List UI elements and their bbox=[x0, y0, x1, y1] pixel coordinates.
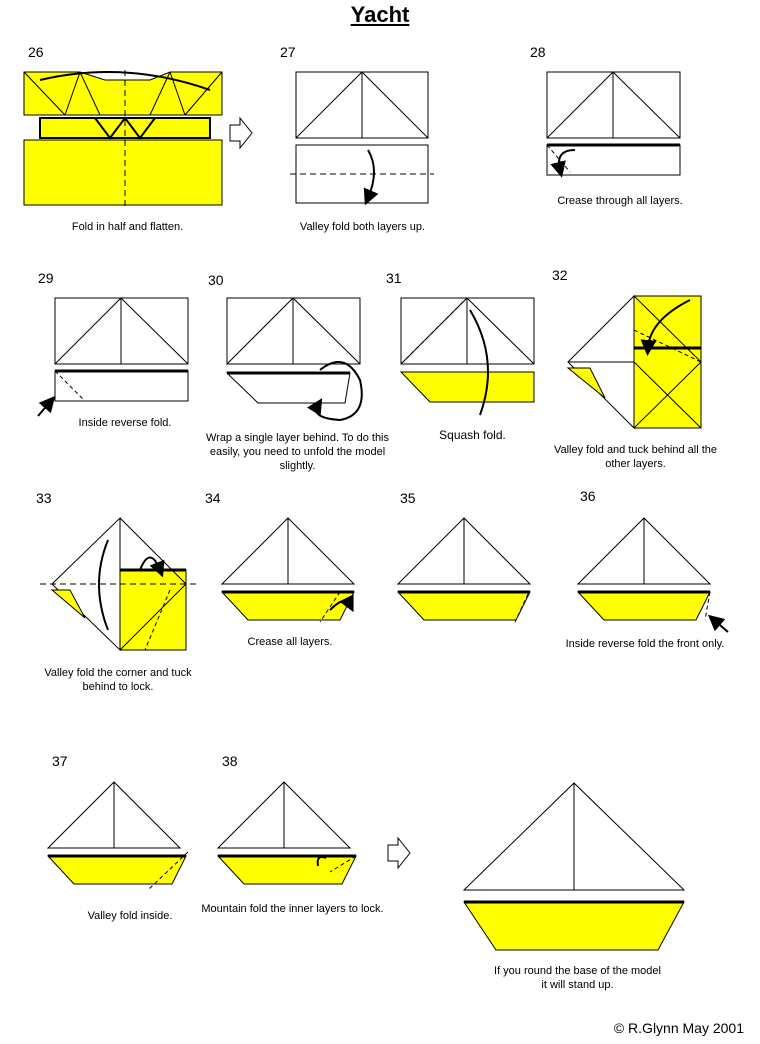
step-caption: Crease through all layers. bbox=[557, 195, 683, 207]
step-number: 27 bbox=[280, 44, 296, 60]
step-caption: Valley fold and tuck behind all the other layers. bbox=[553, 444, 718, 470]
step-number: 37 bbox=[52, 753, 68, 769]
step-36-illustration bbox=[578, 518, 728, 632]
step-35-illustration bbox=[398, 518, 530, 622]
final-caption: If you round the base of the model it will stand up. bbox=[494, 965, 661, 991]
step-27-illustration bbox=[290, 72, 434, 203]
step-caption: Crease all layers. bbox=[247, 636, 333, 648]
step-31-illustration bbox=[401, 298, 534, 415]
step-number: 33 bbox=[36, 490, 52, 506]
step-caption: Squash fold. bbox=[439, 428, 506, 442]
step-28-illustration bbox=[547, 72, 680, 175]
step-caption: Inside reverse fold the front only. bbox=[565, 638, 725, 650]
step-caption: Valley fold both layers up. bbox=[299, 221, 426, 233]
step-number: 35 bbox=[400, 490, 416, 506]
step-33-illustration bbox=[40, 518, 198, 650]
arrow-right-icon bbox=[230, 118, 252, 148]
step-caption: Valley fold the corner and tuck behind to lock. bbox=[44, 667, 192, 693]
arrow-right-icon bbox=[388, 838, 410, 868]
step-26-illustration bbox=[24, 70, 222, 208]
step-number: 32 bbox=[552, 267, 568, 283]
step-number: 31 bbox=[386, 270, 402, 286]
step-30-illustration bbox=[227, 298, 362, 420]
step-number: 30 bbox=[208, 272, 224, 288]
step-caption: Inside reverse fold. bbox=[78, 417, 172, 429]
step-caption: Mountain fold the inner layers to lock. bbox=[201, 903, 384, 915]
step-number: 38 bbox=[222, 753, 238, 769]
step-caption: Valley fold inside. bbox=[87, 910, 173, 922]
step-37-illustration bbox=[48, 782, 188, 890]
step-number: 28 bbox=[530, 44, 546, 60]
step-caption: Fold in half and flatten. bbox=[71, 221, 184, 233]
step-38-illustration bbox=[218, 782, 356, 884]
step-32-illustration bbox=[568, 296, 701, 428]
copyright: © R.Glynn May 2001 bbox=[613, 1020, 744, 1036]
step-number: 29 bbox=[38, 270, 54, 286]
step-caption: Wrap a single layer behind. To do this easily, you need to unfold the model slightly. bbox=[205, 432, 390, 472]
page-title: Yacht bbox=[350, 2, 410, 27]
step-number: 34 bbox=[205, 490, 221, 506]
step-number: 36 bbox=[580, 488, 596, 504]
step-number: 26 bbox=[28, 44, 44, 60]
final-yacht-illustration bbox=[464, 783, 684, 950]
step-34-illustration bbox=[222, 518, 354, 622]
step-29-illustration bbox=[38, 298, 188, 416]
